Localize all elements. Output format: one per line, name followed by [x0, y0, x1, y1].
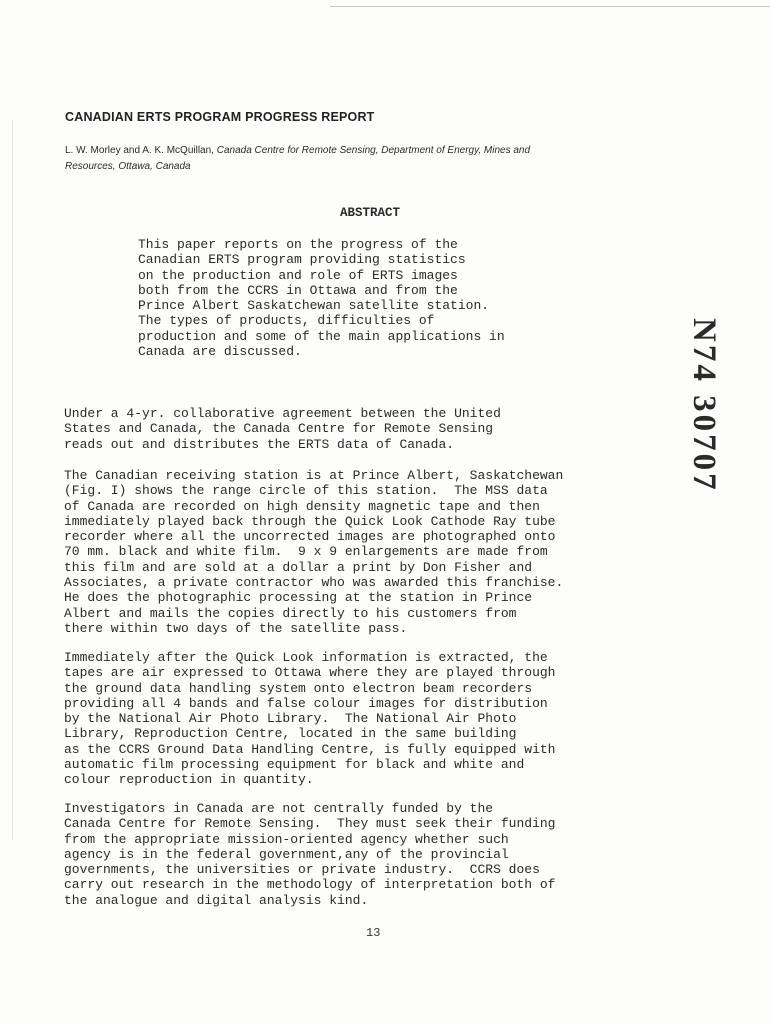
authors: L. W. Morley and A. K. McQuillan,	[65, 145, 214, 156]
body-paragraph-4: Investigators in Canada are not centrally funded by the Canada Centre for Remote Sensing. They must seek their funding from the appropriate mission-oriented agency whether such agency is in the federal government,any of the provincial governments, the universities or private industry. CCRS does carry out research in the methodology of interpretation both of the analogue and digital analysis kind.	[64, 801, 556, 908]
scan-edge-top	[330, 6, 770, 7]
accession-number-stamp: N74 30707	[686, 318, 722, 493]
abstract-heading: ABSTRACT	[340, 206, 401, 220]
abstract-text: This paper reports on the progress of the Canadian ERTS program providing statistics on the production and role of ERTS images both from the CCRS in Ottawa and from the Prince Albert Saskatchewan satellite station. The types of products, difficulties of production and some of the main applications in Canada are discussed.	[138, 237, 505, 360]
body-paragraph-2: The Canadian receiving station is at Prince Albert, Saskatchewan (Fig. I) shows the range circle of this station. The MSS data of Canada are recorded on high density magnetic tape and then immediately played back through the Quick Look Cathode Ray tube recorder where all the uncorrected images are photographed onto 70 mm. black and white film. 9 x 9 enlargements are made from this film and are sold at a dollar a print by Don Fisher and Associates, a private contractor who was awarded this franchise. He does the photographic processing at the station in Prince Albert and mails the copies directly to his customers from there within two days of the satellite pass.	[64, 468, 564, 636]
affiliation-line-1: Canada Centre for Remote Sensing, Department of Energy, Mines and	[216, 145, 531, 156]
scan-edge-left	[12, 120, 13, 840]
page-number: 13	[366, 926, 381, 940]
author-affiliation	[65, 143, 625, 175]
affiliation-line-2: Resources, Ottawa, Canada	[65, 161, 191, 172]
paper-title: CANADIAN ERTS PROGRAM PROGRESS REPORT	[65, 110, 375, 124]
body-paragraph-3: Immediately after the Quick Look information is extracted, the tapes are air expressed to Ottawa where they are played through the ground data handling system onto electron beam recorders providing all 4 bands and false colour images for distribution by the National Air Photo Library. The National Air Photo Library, Reproduction Centre, located in the same building as the CCRS Ground Data Handling Centre, is fully equipped with automatic film processing equipment for black and white and colour reproduction in quantity.	[64, 650, 556, 788]
body-paragraph-1: Under a 4-yr. collaborative agreement between the United States and Canada, the Canada Centre for Remote Sensing reads out and distributes the ERTS data of Canada.	[64, 406, 501, 452]
